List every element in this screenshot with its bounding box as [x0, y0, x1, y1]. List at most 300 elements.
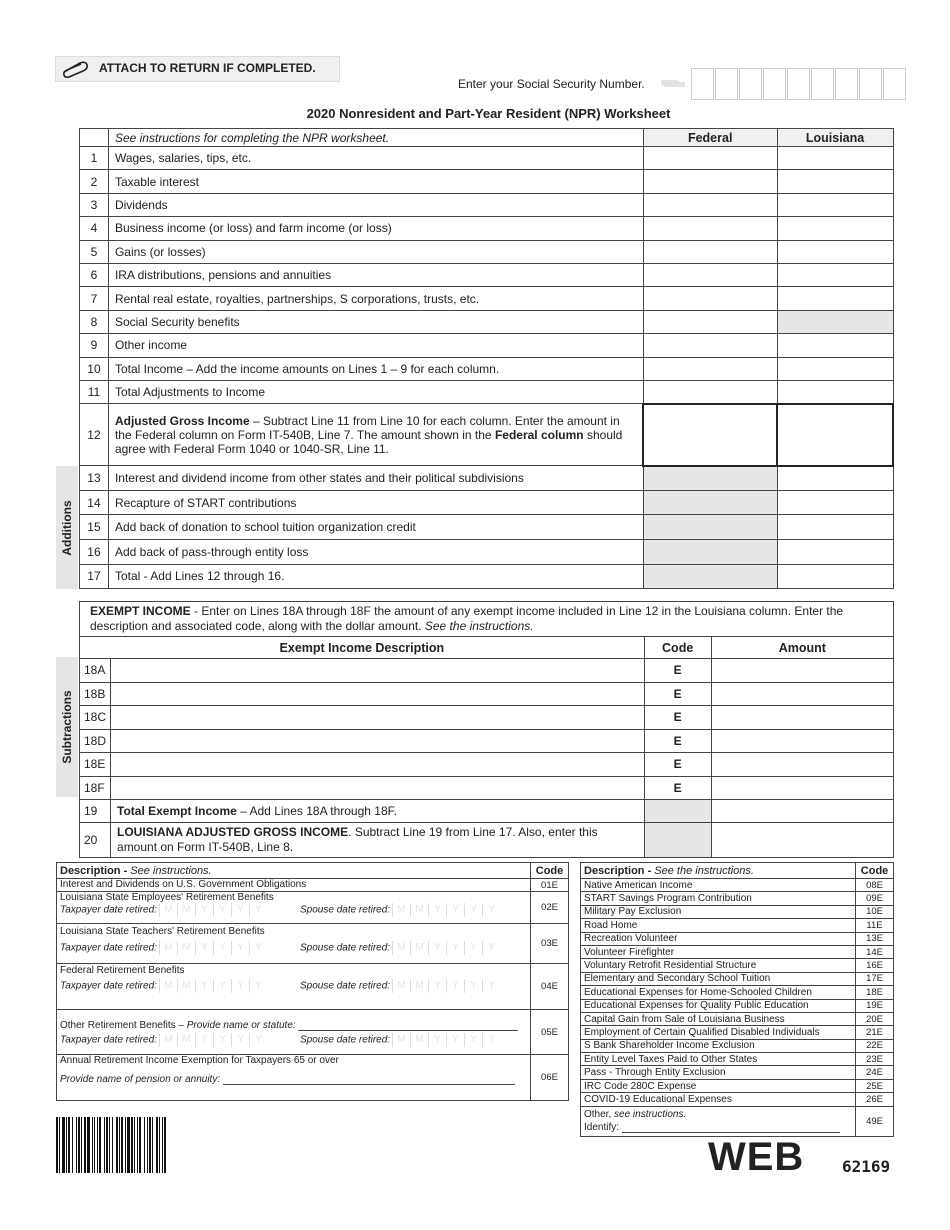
taxpayer-date-retired-label: Taxpayer date retired:	[60, 980, 157, 992]
louisiana-amount-field[interactable]	[777, 380, 893, 403]
line-20-amount-field[interactable]	[711, 823, 893, 858]
statute-name-field[interactable]	[298, 1020, 518, 1031]
date-digit-box[interactable]: Y	[213, 979, 231, 993]
exempt-code-row	[581, 1093, 894, 1106]
worksheet-line	[80, 147, 894, 170]
louisiana-amount-field[interactable]	[777, 287, 893, 310]
exempt-code-description: Educational Expenses for Home-Schooled Children	[581, 986, 856, 999]
worksheet-line	[80, 334, 894, 357]
exempt-code-cell[interactable]: E	[644, 753, 711, 777]
louisiana-amount-field[interactable]	[777, 170, 893, 193]
exempt-code-cell[interactable]: E	[644, 659, 711, 683]
line-19-amount-field[interactable]	[711, 800, 893, 823]
exempt-code-description: Elementary and Secondary School Tuition	[581, 972, 856, 985]
desc-bold: Description -	[60, 864, 131, 877]
spouse-date-retired	[300, 941, 500, 955]
addition-line	[80, 540, 894, 565]
codes-left-code-header: Code	[531, 863, 569, 879]
code-49-description	[581, 1106, 856, 1136]
line-number: 13	[80, 466, 109, 491]
exempt-code: 16E	[856, 959, 894, 972]
date-digit-box[interactable]: M	[392, 979, 410, 993]
date-digit-box[interactable]: Y	[482, 979, 500, 993]
date-digit-box[interactable]: Y	[464, 979, 482, 993]
date-digit-box[interactable]: Y	[482, 1033, 500, 1047]
line-20-description	[111, 823, 645, 858]
worksheet-line	[80, 240, 894, 263]
date-digit-box[interactable]: M	[159, 903, 177, 917]
desc-italic: See the instructions.	[654, 864, 754, 877]
line-number: 4	[80, 217, 109, 240]
exempt-description-field[interactable]	[111, 729, 645, 753]
exempt-code-description: Road Home	[581, 919, 856, 932]
exempt-amount-field[interactable]	[711, 753, 893, 777]
federal-amount-field[interactable]	[643, 287, 777, 310]
exempt-code-row	[581, 1026, 894, 1039]
line-number: 17	[80, 564, 109, 589]
federal-column-bold: Federal column	[494, 427, 584, 442]
taxpayer-date-retired	[60, 979, 300, 993]
line-description: IRA distributions, pensions and annuities	[108, 263, 643, 286]
line-number: 18A	[80, 659, 111, 683]
code-05-italic: Provide name or statute:	[186, 1020, 296, 1031]
exempt-code: 26E	[856, 1093, 894, 1106]
louisiana-amount-field[interactable]	[777, 404, 893, 466]
exempt-code-row	[581, 945, 894, 958]
exempt-intro-text: - Enter on Lines 18A through 18F the amount of any exempt income included in Line 12 in the Louisiana column. Enter the description and associated code, along with the dollar amount.	[90, 604, 844, 633]
line-description: Recapture of START contributions	[108, 490, 643, 515]
code-05-description	[57, 1010, 531, 1055]
exempt-description-header: Exempt Income Description	[80, 637, 645, 659]
ssn-digit-box[interactable]	[835, 68, 858, 100]
date-digit-box[interactable]: M	[410, 903, 428, 917]
exempt-amount-field[interactable]	[711, 659, 893, 683]
worksheet-line	[80, 170, 894, 193]
line-description: Total - Add Lines 12 through 16.	[108, 564, 643, 589]
spouse-date-retired-label: Spouse date retired:	[300, 1034, 391, 1046]
addition-line	[80, 564, 894, 589]
date-digit-box[interactable]: Y	[446, 941, 464, 955]
exempt-description-field[interactable]	[111, 776, 645, 800]
barcode	[56, 1117, 169, 1173]
ssn-digit-box[interactable]	[763, 68, 786, 100]
code-49: 49E	[856, 1106, 894, 1136]
line-description: Total Adjustments to Income	[108, 380, 643, 403]
worksheet-line	[80, 357, 894, 380]
spouse-date-retired-boxes[interactable]	[392, 979, 500, 993]
exempt-amount-field[interactable]	[711, 729, 893, 753]
taxpayer-date-retired-label: Taxpayer date retired:	[60, 1034, 157, 1046]
line-number: 9	[80, 334, 109, 357]
louisiana-amount-field[interactable]	[777, 147, 893, 170]
other-italic: see instructions.	[614, 1108, 687, 1120]
taxpayer-date-retired	[60, 903, 300, 917]
federal-amount-field[interactable]	[643, 404, 777, 466]
exempt-description-field[interactable]	[111, 753, 645, 777]
exempt-code-description: Educational Expenses for Quality Public Education	[581, 999, 856, 1012]
worksheet-line	[80, 310, 894, 333]
shaded-federal-cell	[643, 490, 777, 515]
federal-amount-field[interactable]	[643, 170, 777, 193]
date-digit-box[interactable]: M	[392, 903, 410, 917]
exempt-code: 10E	[856, 905, 894, 918]
worksheet-instructions: See instructions for completing the NPR worksheet.	[108, 129, 643, 147]
code-04-text: Federal Retirement Benefits	[60, 965, 185, 976]
federal-amount-field[interactable]	[643, 357, 777, 380]
worksheet-line	[80, 193, 894, 216]
exempt-code: 09E	[856, 892, 894, 905]
ssn-digit-box[interactable]	[715, 68, 738, 100]
exempt-amount-field[interactable]	[711, 682, 893, 706]
addition-line	[80, 515, 894, 540]
exempt-income-row	[80, 776, 894, 800]
line-number: 2	[80, 170, 109, 193]
line-number: 1	[80, 147, 109, 170]
pointing-hand-icon	[660, 76, 686, 90]
line-20-text: . Subtract Line 19 from Line 17. Also, enter this amount on Form IT-540B, Line 8.	[117, 825, 598, 854]
line-number: 19	[80, 800, 111, 823]
federal-amount-field[interactable]	[643, 147, 777, 170]
exempt-code-row	[581, 879, 894, 892]
taxpayer-date-retired	[60, 1033, 300, 1047]
line-description: Add back of donation to school tuition organization credit	[108, 515, 643, 540]
federal-amount-field[interactable]	[643, 263, 777, 286]
line-number: 8	[80, 310, 109, 333]
exempt-income-intro	[80, 602, 894, 637]
date-digit-box[interactable]: M	[159, 1033, 177, 1047]
date-digit-box[interactable]: Y	[464, 941, 482, 955]
exempt-amount-header: Amount	[711, 637, 893, 659]
exempt-code-description: S Bank Shareholder Income Exclusion	[581, 1039, 856, 1052]
date-digit-box[interactable]: M	[410, 941, 428, 955]
federal-column-header: Federal	[643, 129, 777, 147]
exempt-code: 21E	[856, 1026, 894, 1039]
date-digit-box[interactable]: Y	[195, 941, 213, 955]
subtractions-label: Subtractions	[60, 690, 74, 764]
code-01: 01E	[531, 879, 569, 892]
line-19-description	[111, 800, 645, 823]
louisiana-amount-field[interactable]	[777, 263, 893, 286]
identify-field[interactable]	[622, 1122, 840, 1133]
line-description: Total Income – Add the income amounts on Lines 1 – 9 for each column.	[108, 357, 643, 380]
date-digit-box[interactable]: M	[392, 1033, 410, 1047]
date-digit-box[interactable]: Y	[213, 1033, 231, 1047]
exempt-code-description: COVID-19 Educational Expenses	[581, 1093, 856, 1106]
line-description: Wages, salaries, tips, etc.	[108, 147, 643, 170]
ssn-digit-box[interactable]	[691, 68, 714, 100]
date-digit-box[interactable]: Y	[195, 1033, 213, 1047]
paperclip-icon	[60, 60, 90, 78]
exempt-code-cell[interactable]: E	[644, 729, 711, 753]
code-02-description	[57, 892, 531, 924]
louisiana-amount-field[interactable]	[777, 240, 893, 263]
louisiana-amount-field[interactable]	[777, 515, 893, 540]
exempt-code: 24E	[856, 1066, 894, 1079]
npr-worksheet-table	[79, 128, 894, 589]
spouse-date-retired-boxes[interactable]	[392, 903, 500, 917]
line-description: Other income	[108, 334, 643, 357]
other-text: Other,	[584, 1108, 615, 1120]
date-digit-box[interactable]: M	[177, 941, 195, 955]
date-digit-box[interactable]: Y	[428, 903, 446, 917]
line-description: Taxable interest	[108, 170, 643, 193]
desc-italic: See instructions.	[130, 864, 212, 877]
spouse-date-retired-label: Spouse date retired:	[300, 980, 391, 992]
exempt-description-field[interactable]	[111, 682, 645, 706]
exempt-code: 19E	[856, 999, 894, 1012]
date-digit-box[interactable]: M	[410, 1033, 428, 1047]
exempt-income-row	[80, 659, 894, 683]
line-number: 14	[80, 490, 109, 515]
code-03-description	[57, 924, 531, 964]
date-digit-box[interactable]: Y	[213, 903, 231, 917]
federal-amount-field[interactable]	[643, 240, 777, 263]
spouse-date-retired-label: Spouse date retired:	[300, 904, 391, 916]
louisiana-amount-field[interactable]	[777, 357, 893, 380]
line-description: Interest and dividend income from other states and their political subdivisions	[108, 466, 643, 491]
date-digit-box[interactable]: Y	[446, 979, 464, 993]
spouse-date-retired-label: Spouse date retired:	[300, 942, 391, 954]
shaded-federal-cell	[643, 564, 777, 589]
exempt-code-description: Pass - Through Entity Exclusion	[581, 1066, 856, 1079]
date-digit-box[interactable]: Y	[428, 941, 446, 955]
line-number: 18C	[80, 706, 111, 730]
line-number: 11	[80, 380, 109, 403]
spouse-date-retired	[300, 979, 500, 993]
shaded-federal-cell	[643, 515, 777, 540]
exempt-code: 23E	[856, 1053, 894, 1066]
exempt-code: 17E	[856, 972, 894, 985]
exempt-code-row	[581, 1079, 894, 1092]
louisiana-amount-field	[777, 310, 893, 333]
date-digit-box[interactable]: Y	[249, 979, 267, 993]
exempt-code-row	[581, 1053, 894, 1066]
codes-right-desc-header	[581, 863, 856, 879]
exempt-code: 22E	[856, 1039, 894, 1052]
exempt-code-cell[interactable]: E	[644, 706, 711, 730]
date-digit-box[interactable]: Y	[249, 903, 267, 917]
louisiana-amount-field[interactable]	[777, 217, 893, 240]
retire-date-row	[60, 979, 527, 993]
code-03: 03E	[531, 924, 569, 964]
ssn-digit-box[interactable]	[739, 68, 762, 100]
taxpayer-date-retired-boxes[interactable]	[159, 1033, 267, 1047]
code-02-text: Louisiana State Employees' Retirement Benefits	[60, 892, 274, 903]
exempt-code: 14E	[856, 945, 894, 958]
taxpayer-date-retired-boxes[interactable]	[159, 903, 267, 917]
worksheet-title: 2020 Nonresident and Part-Year Resident (NPR) Worksheet	[306, 106, 671, 121]
exempt-income-row	[80, 729, 894, 753]
codes-right-code-header: Code	[856, 863, 894, 879]
date-digit-box[interactable]: Y	[428, 979, 446, 993]
federal-amount-field[interactable]	[643, 380, 777, 403]
date-digit-box[interactable]: Y	[231, 903, 249, 917]
date-digit-box[interactable]: M	[410, 979, 428, 993]
identify-label: Identify:	[584, 1121, 620, 1133]
code-03-text: Louisiana State Teachers' Retirement Benefits	[60, 926, 265, 937]
line-description: Social Security benefits	[108, 310, 643, 333]
date-digit-box[interactable]: M	[159, 979, 177, 993]
worksheet-line	[80, 263, 894, 286]
date-digit-box[interactable]: Y	[195, 903, 213, 917]
exempt-amount-field[interactable]	[711, 776, 893, 800]
date-digit-box[interactable]: Y	[446, 903, 464, 917]
date-digit-box[interactable]: Y	[249, 941, 267, 955]
exempt-intro-italic: See the instructions.	[424, 619, 534, 633]
spouse-date-retired-boxes[interactable]	[392, 941, 500, 955]
line-description: Add back of pass-through entity loss	[108, 540, 643, 565]
date-digit-box[interactable]: Y	[231, 941, 249, 955]
date-digit-box[interactable]: M	[177, 1033, 195, 1047]
line-number: 20	[80, 823, 111, 858]
line-number: 16	[80, 540, 109, 565]
agi-bold: Adjusted Gross Income	[114, 413, 250, 428]
line-description: Business income (or loss) and farm income (or loss)	[108, 217, 643, 240]
retire-date-row	[60, 903, 527, 917]
exempt-description-field[interactable]	[111, 659, 645, 683]
louisiana-amount-field[interactable]	[777, 193, 893, 216]
spouse-date-retired	[300, 1033, 500, 1047]
exempt-code-row	[581, 1039, 894, 1052]
code-05: 05E	[531, 1010, 569, 1055]
ssn-digit-box[interactable]	[883, 68, 906, 100]
exempt-code-description: Recreation Volunteer	[581, 932, 856, 945]
federal-amount-field[interactable]	[643, 310, 777, 333]
federal-amount-field[interactable]	[643, 217, 777, 240]
exempt-code-row	[581, 1012, 894, 1025]
exempt-code-description: Voluntary Retrofit Residential Structure	[581, 959, 856, 972]
exempt-income-row	[80, 753, 894, 777]
louisiana-amount-field[interactable]	[777, 466, 893, 491]
louisiana-amount-field[interactable]	[777, 334, 893, 357]
date-digit-box[interactable]: Y	[231, 979, 249, 993]
exempt-income-row	[80, 682, 894, 706]
exempt-code-row	[581, 932, 894, 945]
codes-left-desc-header	[57, 863, 531, 879]
exempt-code-description: Capital Gain from Sale of Louisiana Business	[581, 1012, 856, 1025]
taxpayer-date-retired-boxes[interactable]	[159, 979, 267, 993]
line-number: 6	[80, 263, 109, 286]
exempt-income-row	[80, 706, 894, 730]
exempt-description-field[interactable]	[111, 706, 645, 730]
exempt-code-row	[581, 972, 894, 985]
louisiana-amount-field[interactable]	[777, 540, 893, 565]
date-digit-box[interactable]: M	[159, 941, 177, 955]
date-digit-box[interactable]: Y	[446, 1033, 464, 1047]
date-digit-box[interactable]: Y	[195, 979, 213, 993]
spouse-date-retired	[300, 903, 500, 917]
additions-side-label	[56, 466, 78, 589]
line-description: Gains (or losses)	[108, 240, 643, 263]
exempt-codes-table	[580, 862, 894, 1137]
date-digit-box[interactable]: M	[392, 941, 410, 955]
exempt-code-description: Military Pay Exclusion	[581, 905, 856, 918]
worksheet-line	[80, 287, 894, 310]
date-digit-box[interactable]: Y	[231, 1033, 249, 1047]
exempt-code-row	[581, 1066, 894, 1079]
retirement-codes-table	[56, 862, 569, 1101]
date-digit-box[interactable]: M	[177, 979, 195, 993]
date-digit-box[interactable]: M	[177, 903, 195, 917]
exempt-amount-field[interactable]	[711, 706, 893, 730]
ssn-input[interactable]	[690, 68, 906, 100]
shaded-code-cell	[644, 823, 711, 858]
ssn-digit-box[interactable]	[787, 68, 810, 100]
exempt-code-description: START Savings Program Contribution	[581, 892, 856, 905]
exempt-code-cell[interactable]: E	[644, 776, 711, 800]
line-number: 15	[80, 515, 109, 540]
exempt-code-description: Native American Income	[581, 879, 856, 892]
subtractions-side-label	[56, 657, 78, 797]
line-number: 3	[80, 193, 109, 216]
exempt-code-description: Employment of Certain Qualified Disabled Individuals	[581, 1026, 856, 1039]
retire-date-row	[60, 1033, 527, 1047]
louisiana-amount-field[interactable]	[777, 564, 893, 589]
exempt-code: 25E	[856, 1079, 894, 1092]
code-01-description: Interest and Dividends on U.S. Government Obligations	[57, 879, 531, 892]
code-04: 04E	[531, 964, 569, 1010]
taxpayer-date-retired	[60, 941, 300, 955]
exempt-code-description: Entity Level Taxes Paid to Other States	[581, 1053, 856, 1066]
exempt-code-description: Volunteer Firefighter	[581, 945, 856, 958]
line-number: 18B	[80, 682, 111, 706]
header-blank	[80, 129, 109, 147]
line-number: 18E	[80, 753, 111, 777]
spouse-date-retired-boxes[interactable]	[392, 1033, 500, 1047]
exempt-code-header: Code	[644, 637, 711, 659]
worksheet-line	[80, 217, 894, 240]
ssn-digit-box[interactable]	[859, 68, 882, 100]
exempt-code-row	[581, 919, 894, 932]
exempt-code-cell[interactable]: E	[644, 682, 711, 706]
exempt-income-table	[79, 601, 894, 858]
line-description: Rental real estate, royalties, partnerships, S corporations, trusts, etc.	[108, 287, 643, 310]
louisiana-amount-field[interactable]	[777, 490, 893, 515]
line-number: 10	[80, 357, 109, 380]
date-digit-box[interactable]: Y	[482, 903, 500, 917]
date-digit-box[interactable]: Y	[428, 1033, 446, 1047]
code-04-description	[57, 964, 531, 1010]
date-digit-box[interactable]: Y	[213, 941, 231, 955]
agi-text-2: should agree with Federal Form 1040 or 1040-SR, Line 11.	[114, 427, 623, 456]
line-number: 7	[80, 287, 109, 310]
addition-line	[80, 466, 894, 491]
line-12-description	[108, 404, 643, 466]
line-number: 5	[80, 240, 109, 263]
exempt-code: 13E	[856, 932, 894, 945]
ssn-label: Enter your Social Security Number.	[458, 77, 645, 91]
line-19-text: – Add Lines 18A through 18F.	[236, 804, 397, 818]
addition-line	[80, 490, 894, 515]
federal-amount-field[interactable]	[643, 334, 777, 357]
federal-amount-field[interactable]	[643, 193, 777, 216]
date-digit-box[interactable]: Y	[464, 1033, 482, 1047]
date-digit-box[interactable]: Y	[464, 903, 482, 917]
additions-label: Additions	[60, 499, 74, 556]
exempt-code-row	[581, 999, 894, 1012]
ssn-digit-box[interactable]	[811, 68, 834, 100]
date-digit-box[interactable]: Y	[249, 1033, 267, 1047]
exempt-code-description: IRC Code 280C Expense	[581, 1079, 856, 1092]
date-digit-box[interactable]: Y	[482, 941, 500, 955]
exempt-code-row	[581, 905, 894, 918]
taxpayer-date-retired-label: Taxpayer date retired:	[60, 942, 157, 954]
exempt-code: 18E	[856, 986, 894, 999]
taxpayer-date-retired-boxes[interactable]	[159, 941, 267, 955]
worksheet-line	[80, 380, 894, 403]
pension-name-field[interactable]	[223, 1074, 515, 1085]
louisiana-column-header: Louisiana	[777, 129, 893, 147]
